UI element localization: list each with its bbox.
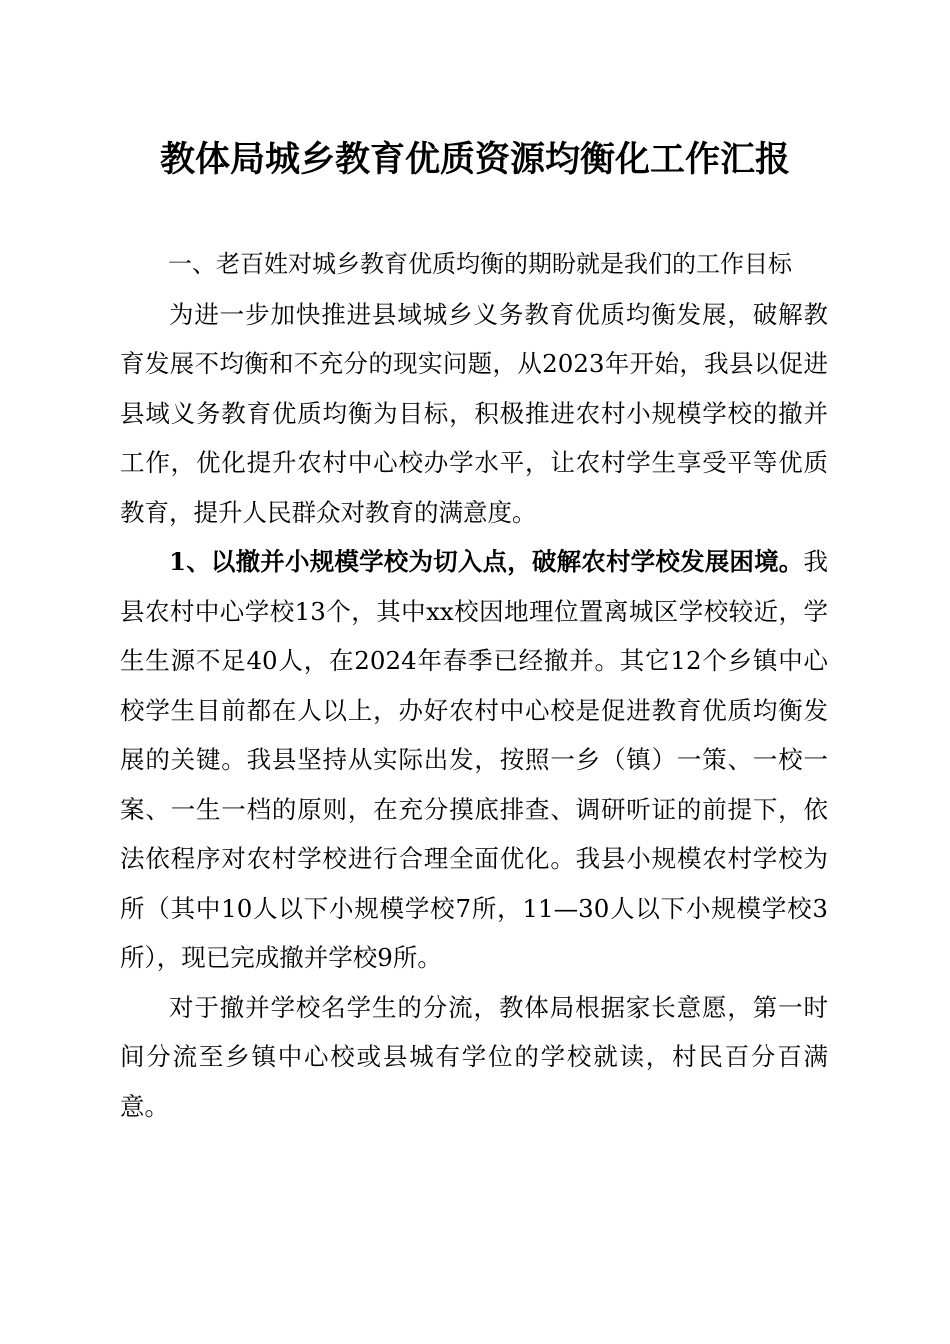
paragraph-consolidation	[120, 537, 828, 983]
subsection-heading: 1、以撤并小规模学校为切入点，破解农村学校发展困境。	[169, 547, 804, 576]
paragraph-student-diversion: 对于撤并学校名学生的分流，教体局根据家长意愿，第一时间分流至乡镇中心校或县城有学位的学校就读，村民百分百满意。	[120, 992, 828, 1121]
document-title: 教体局城乡教育优质资源均衡化工作汇报	[159, 139, 790, 180]
document-body	[120, 240, 828, 1131]
paragraph-consolidation-body: 我县农村中心学校13个，其中xx校因地理位置离城区学校较近，学生生源不足40人，在2024年春季已经撤并。其它12个乡镇中心校学生目前都在人以上，办好农村中心校是促进教育优质均衡发展的关键。我县坚持从实际出发，按照一乡（镇）一策、一校一案、一生一档的原则，在充分摸底排查、调研听证的前提下，依法依程序对农村学校进行合理全面优化。我县小规模农村学校为所（其中10人以下小规模学校7所，11—30人以下小规模学校3所），现已完成撤并学校9所。	[120, 547, 828, 972]
section-heading: 一、老百姓对城乡教育优质均衡的期盼就是我们的工作目标	[168, 250, 792, 278]
paragraph-intro: 为进一步加快推进县域城乡义务教育优质均衡发展，破解教育发展不均衡和不充分的现实问题，从2023年开始，我县以促进县域义务教育优质均衡为目标，积极推进农村小规模学校的撤并工作，优化提升农村中心校办学水平，让农村学生享受平等优质教育，提升人民群众对教育的满意度。	[120, 299, 828, 527]
